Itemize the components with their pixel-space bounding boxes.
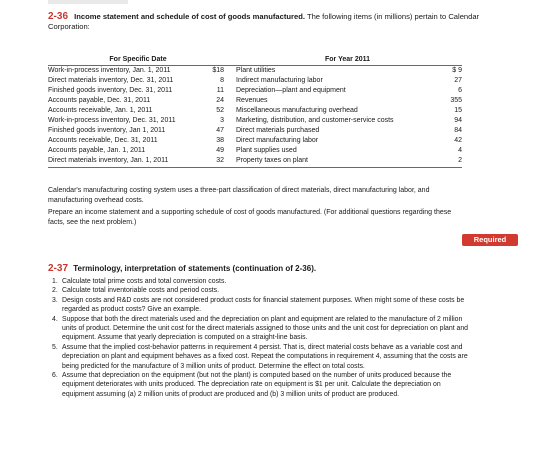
right-label: Marketing, distribution, and customer-service costs — [236, 117, 394, 124]
item-number: 6. — [52, 372, 58, 380]
item-text: Design costs and R&D costs are not considered product costs for financial statement purposes. When might some of these costs be regarded as product costs? Give an example. — [62, 296, 465, 314]
table-row — [48, 106, 462, 116]
table-row — [48, 156, 462, 166]
problem-2-37-heading — [48, 263, 316, 274]
list-item — [52, 277, 472, 286]
item-text: Assume that depreciation on the equipment (but not the plant) is computed based on the number of units produced because the equipment deteriorates with units produced. The depreciation rate on equipment is $1 per unit. Calculate the depreciation on equipment assuming (a) 2 million units of product are produced and (b) 3 million units of product are produced. — [62, 372, 452, 398]
required-badge: Required — [462, 234, 518, 246]
right-value: 27 — [454, 77, 462, 84]
problem-2-36-heading — [48, 12, 518, 32]
item-text: Suppose that both the direct materials used and the depreciation on plant and equipment are related to the manufacture of 2 million units of product. Determine the unit cost for the direct materials assigned to those units and the unit cost for depreciation on plant and equipment. Assume that yearly depreciation is computed on a straight-line basis. — [62, 315, 469, 342]
item-number: 2. — [52, 287, 58, 295]
left-column-header: For Specific Date — [109, 56, 167, 63]
paragraph-prepare: Prepare an income statement and a supporting schedule of cost of goods manufactured. (For additional questions regarding these facts, see the next problem.) — [48, 209, 452, 226]
right-value: 84 — [454, 127, 462, 134]
left-value: 24 — [216, 97, 224, 104]
data-table — [48, 56, 462, 168]
right-label: Direct manufacturing labor — [236, 137, 319, 144]
left-label: Finished goods inventory, Jan 1, 2011 — [48, 127, 166, 134]
left-label: Accounts receivable, Jan. 1, 2011 — [48, 107, 153, 114]
left-value: 38 — [216, 137, 224, 144]
right-value: $ 9 — [452, 67, 462, 74]
list-item — [52, 296, 472, 315]
right-value: 42 — [454, 137, 462, 144]
right-label: Property taxes on plant — [236, 157, 308, 164]
item-number: 1. — [52, 278, 58, 285]
right-label: Plant utilities — [236, 67, 276, 74]
left-label: Accounts receivable, Dec. 31, 2011 — [48, 137, 158, 144]
top-divider — [48, 0, 128, 4]
list-item — [52, 315, 472, 343]
list-item — [52, 286, 472, 295]
left-label: Accounts payable, Jan. 1, 2011 — [48, 147, 146, 154]
item-text: Assume that the implied cost-behavior patterns in requirement 4 persist. That is, direct material costs behave as a variable cost and depreciation on plant and equipment behaves as a fixed cost. Repeat the computations in requirement 4, assuming that the costs are being predicted for the manufacture of 3 million units of product. Determine the effect on total costs. — [62, 343, 468, 370]
table-bottom-rule — [48, 167, 462, 168]
table-body — [48, 66, 462, 166]
right-label: Depreciation—plant and equipment — [236, 87, 346, 94]
right-value: 94 — [454, 117, 462, 124]
right-label: Miscellaneous manufacturing overhead — [236, 107, 358, 114]
problem-intro: The following items (in millions) pertain to Calendar Corporation: — [48, 12, 480, 31]
right-value: 4 — [458, 147, 462, 154]
table-row — [48, 146, 462, 156]
item-text: Calculate total inventoriable costs and period costs. — [62, 287, 220, 295]
right-value: 15 — [454, 107, 462, 114]
left-label: Direct materials inventory, Jan. 1, 2011 — [48, 157, 169, 164]
left-value: 8 — [220, 77, 224, 84]
problem2-title: Terminology, interpretation of statements (continuation of 2-36). — [73, 264, 317, 273]
left-value: 47 — [216, 127, 224, 134]
right-label: Plant supplies used — [236, 147, 297, 154]
table-row — [48, 76, 462, 86]
problem-title: Income statement and schedule of cost of goods manufactured. — [74, 12, 305, 21]
right-value: 355 — [450, 97, 462, 104]
right-label: Revenues — [236, 97, 268, 104]
problem2-number: 2-37 — [48, 263, 69, 274]
table-row — [48, 86, 462, 96]
left-label: Accounts payable, Dec. 31, 2011 — [48, 97, 151, 104]
table-row — [48, 126, 462, 136]
right-label: Direct materials purchased — [236, 127, 320, 134]
left-value: 52 — [216, 107, 224, 114]
right-label: Indirect manufacturing labor — [236, 77, 323, 84]
requirements-list — [52, 277, 472, 399]
item-number: 4. — [52, 315, 58, 323]
table-row — [48, 96, 462, 106]
left-value: 49 — [216, 147, 224, 154]
item-text: Calculate total prime costs and total conversion costs. — [62, 278, 227, 285]
paragraph-costing-system: Calendar's manufacturing costing system uses a three-part classification of direct materials, direct manufacturing labor, and manufacturing overhead costs. — [48, 187, 430, 204]
problem-number: 2-36 — [48, 11, 69, 22]
left-label: Finished goods inventory, Dec. 31, 2011 — [48, 87, 173, 94]
left-value: 32 — [216, 157, 224, 164]
left-label: Work-in-process inventory, Dec. 31, 2011 — [48, 117, 176, 124]
table-row — [48, 136, 462, 146]
table-header — [48, 56, 462, 66]
left-value: 3 — [220, 117, 224, 124]
right-value: 6 — [458, 87, 462, 94]
list-item — [52, 371, 472, 399]
table-row — [48, 66, 462, 76]
item-number: 3. — [52, 296, 58, 304]
right-value: 2 — [458, 157, 462, 164]
left-value: $18 — [212, 67, 224, 74]
left-label: Direct materials inventory, Dec. 31, 2011 — [48, 77, 174, 84]
table-row — [48, 116, 462, 126]
left-label: Work-in-process inventory, Jan. 1, 2011 — [48, 67, 171, 74]
list-item — [52, 343, 472, 371]
item-number: 5. — [52, 343, 58, 351]
left-value: 11 — [216, 87, 224, 94]
right-column-header: For Year 2011 — [324, 56, 371, 63]
